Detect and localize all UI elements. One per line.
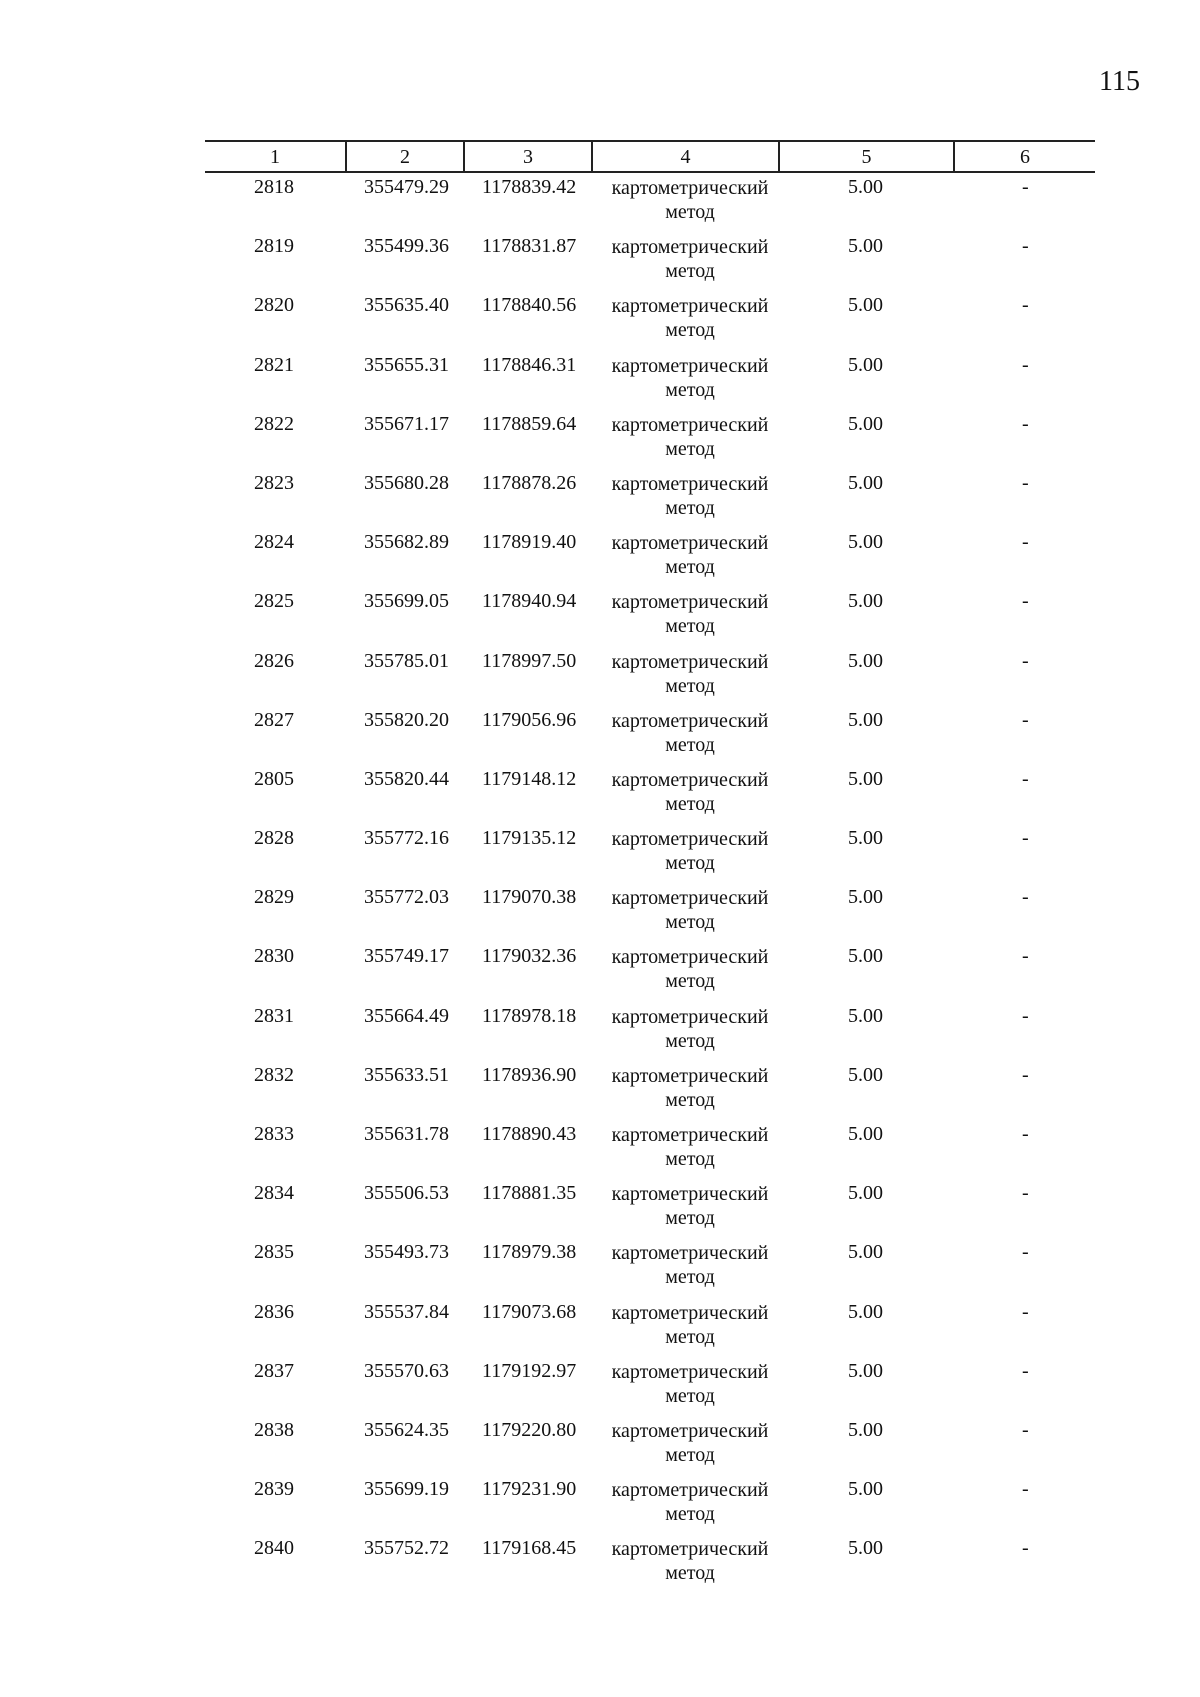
- cell-note: -: [1022, 827, 1029, 850]
- cell-precision: 5.00: [848, 235, 883, 258]
- table-row: [0, 466, 1200, 525]
- cell-coordinate-y: 1179168.45: [482, 1537, 577, 1560]
- cell-precision: 5.00: [848, 531, 883, 554]
- cell-precision: 5.00: [848, 353, 883, 376]
- table-row: [0, 1531, 1200, 1590]
- cell-method: картометрический метод: [611, 472, 769, 519]
- cell-point-number: 2831: [254, 1004, 294, 1027]
- cell-precision: 5.00: [848, 176, 883, 198]
- table-row: [0, 1295, 1200, 1354]
- table-header: [205, 140, 1095, 173]
- table-row: [0, 288, 1200, 347]
- cell-note: -: [1022, 531, 1029, 554]
- cell-coordinate-x: 355655.31: [364, 353, 449, 376]
- cell-method: картометрический метод: [611, 413, 769, 460]
- cell-coordinate-x: 355820.44: [364, 767, 449, 790]
- cell-precision: 5.00: [848, 1063, 883, 1086]
- cell-method: картометрический метод: [611, 1479, 769, 1526]
- cell-method: картометрический метод: [611, 1301, 769, 1348]
- cell-note: -: [1022, 767, 1029, 790]
- cell-point-number: 2840: [254, 1537, 294, 1560]
- cell-point-number: 2821: [254, 353, 294, 376]
- cell-note: -: [1022, 1537, 1029, 1560]
- column-header-5: 5: [780, 142, 955, 171]
- cell-note: -: [1022, 590, 1029, 613]
- cell-point-number: 2834: [254, 1182, 294, 1205]
- cell-precision: 5.00: [848, 1241, 883, 1264]
- cell-method: картометрический метод: [611, 1124, 769, 1170]
- cell-precision: 5.00: [848, 1537, 883, 1560]
- cell-coordinate-x: 355570.63: [364, 1359, 449, 1382]
- column-header-4: 4: [593, 142, 780, 171]
- cell-method: картометрический метод: [611, 1419, 769, 1466]
- cell-coordinate-x: 355671.17: [364, 412, 449, 435]
- table-row: [0, 525, 1200, 584]
- table-row: [0, 1117, 1200, 1176]
- table-row: [0, 939, 1200, 998]
- cell-coordinate-y: 1178846.31: [482, 353, 577, 376]
- cell-precision: 5.00: [848, 471, 883, 494]
- cell-note: -: [1022, 353, 1029, 376]
- cell-coordinate-x: 355785.01: [364, 649, 449, 672]
- cell-method: картометрический метод: [611, 591, 769, 638]
- table-row: [0, 170, 1200, 229]
- cell-coordinate-y: 1179148.12: [482, 767, 577, 790]
- cell-note: -: [1022, 1004, 1029, 1027]
- cell-coordinate-x: 355499.36: [364, 235, 449, 258]
- cell-point-number: 2805: [254, 767, 294, 790]
- cell-coordinate-x: 355624.35: [364, 1418, 449, 1441]
- cell-method: картометрический метод: [611, 1360, 769, 1407]
- cell-precision: 5.00: [848, 827, 883, 850]
- cell-method: картометрический метод: [611, 1005, 769, 1052]
- table-row: [0, 821, 1200, 880]
- table-row: [0, 1058, 1200, 1117]
- cell-method: картометрический метод: [611, 946, 769, 993]
- table-row: [0, 999, 1200, 1058]
- column-header-2: 2: [347, 142, 465, 171]
- cell-coordinate-y: 1179135.12: [482, 827, 577, 850]
- cell-coordinate-x: 355506.53: [364, 1182, 449, 1205]
- cell-method: картометрический метод: [611, 177, 769, 223]
- cell-coordinate-y: 1178919.40: [482, 531, 577, 554]
- cell-note: -: [1022, 945, 1029, 968]
- cell-coordinate-y: 1178936.90: [482, 1063, 577, 1086]
- cell-method: картометрический метод: [611, 1064, 769, 1111]
- table-row: [0, 1413, 1200, 1472]
- cell-note: -: [1022, 471, 1029, 494]
- cell-coordinate-y: 1178881.35: [482, 1182, 577, 1205]
- cell-precision: 5.00: [848, 649, 883, 672]
- cell-precision: 5.00: [848, 1359, 883, 1382]
- cell-coordinate-x: 355772.03: [364, 886, 449, 909]
- cell-coordinate-y: 1178940.94: [482, 590, 577, 613]
- cell-coordinate-y: 1179220.80: [482, 1418, 577, 1441]
- cell-coordinate-y: 1178890.43: [482, 1123, 577, 1145]
- cell-point-number: 2832: [254, 1063, 294, 1086]
- cell-point-number: 2833: [254, 1123, 294, 1145]
- cell-note: -: [1022, 886, 1029, 909]
- cell-point-number: 2826: [254, 649, 294, 672]
- cell-precision: 5.00: [848, 412, 883, 435]
- cell-coordinate-y: 1178878.26: [482, 471, 577, 494]
- cell-note: -: [1022, 1182, 1029, 1205]
- table-row: [0, 229, 1200, 288]
- cell-coordinate-x: 355493.73: [364, 1241, 449, 1264]
- cell-precision: 5.00: [848, 294, 883, 317]
- cell-coordinate-x: 355537.84: [364, 1300, 449, 1323]
- cell-method: картометрический метод: [611, 1183, 769, 1230]
- cell-point-number: 2820: [254, 294, 294, 317]
- cell-coordinate-x: 355772.16: [364, 827, 449, 850]
- cell-coordinate-x: 355752.72: [364, 1537, 449, 1560]
- cell-method: картометрический метод: [611, 532, 769, 579]
- cell-note: -: [1022, 1241, 1029, 1264]
- cell-coordinate-x: 355635.40: [364, 294, 449, 317]
- cell-note: -: [1022, 294, 1029, 317]
- cell-method: картометрический метод: [611, 828, 769, 875]
- cell-coordinate-y: 1178978.18: [482, 1004, 577, 1027]
- cell-method: картометрический метод: [611, 1538, 769, 1585]
- cell-precision: 5.00: [848, 590, 883, 613]
- cell-precision: 5.00: [848, 1004, 883, 1027]
- cell-coordinate-x: 355479.29: [364, 176, 449, 198]
- cell-note: -: [1022, 1418, 1029, 1441]
- cell-coordinate-y: 1178997.50: [482, 649, 577, 672]
- cell-coordinate-y: 1178831.87: [482, 235, 577, 258]
- cell-coordinate-x: 355820.20: [364, 708, 449, 731]
- cell-coordinate-x: 355633.51: [364, 1063, 449, 1086]
- cell-point-number: 2823: [254, 471, 294, 494]
- cell-coordinate-y: 1178859.64: [482, 412, 577, 435]
- cell-point-number: 2822: [254, 412, 294, 435]
- table-row: [0, 1354, 1200, 1413]
- cell-point-number: 2824: [254, 531, 294, 554]
- cell-coordinate-y: 1179192.97: [482, 1359, 577, 1382]
- cell-method: картометрический метод: [611, 709, 769, 756]
- cell-coordinate-x: 355664.49: [364, 1004, 449, 1027]
- column-header-1: 1: [205, 142, 347, 171]
- cell-method: картометрический метод: [611, 650, 769, 697]
- cell-coordinate-x: 355680.28: [364, 471, 449, 494]
- cell-precision: 5.00: [848, 708, 883, 731]
- cell-note: -: [1022, 176, 1029, 198]
- cell-point-number: 2839: [254, 1478, 294, 1501]
- cell-precision: 5.00: [848, 1300, 883, 1323]
- cell-point-number: 2835: [254, 1241, 294, 1264]
- table-row: [0, 584, 1200, 643]
- cell-point-number: 2838: [254, 1418, 294, 1441]
- cell-precision: 5.00: [848, 1478, 883, 1501]
- cell-note: -: [1022, 1359, 1029, 1382]
- table-row: [0, 348, 1200, 407]
- cell-point-number: 2836: [254, 1300, 294, 1323]
- cell-coordinate-x: 355699.19: [364, 1478, 449, 1501]
- cell-coordinate-x: 355749.17: [364, 945, 449, 968]
- table-row: [0, 880, 1200, 939]
- cell-precision: 5.00: [848, 886, 883, 909]
- table-body: [0, 170, 1200, 1591]
- cell-note: -: [1022, 1478, 1029, 1501]
- cell-note: -: [1022, 708, 1029, 731]
- cell-coordinate-y: 1179073.68: [482, 1300, 577, 1323]
- table-row: [0, 762, 1200, 821]
- cell-coordinate-y: 1179032.36: [482, 945, 577, 968]
- column-header-3: 3: [465, 142, 593, 171]
- cell-precision: 5.00: [848, 1123, 883, 1145]
- cell-coordinate-x: 355682.89: [364, 531, 449, 554]
- cell-note: -: [1022, 412, 1029, 435]
- column-header-6: 6: [1020, 146, 1030, 168]
- cell-method: картометрический метод: [611, 354, 769, 401]
- cell-precision: 5.00: [848, 945, 883, 968]
- cell-method: картометрический метод: [611, 768, 769, 815]
- table-row: [0, 703, 1200, 762]
- cell-method: картометрический метод: [611, 1242, 769, 1289]
- table-row: [0, 1235, 1200, 1294]
- table-row: [0, 644, 1200, 703]
- cell-method: картометрический метод: [611, 887, 769, 934]
- cell-point-number: 2837: [254, 1359, 294, 1382]
- cell-coordinate-y: 1178840.56: [482, 294, 577, 317]
- cell-precision: 5.00: [848, 767, 883, 790]
- cell-point-number: 2825: [254, 590, 294, 613]
- cell-method: картометрический метод: [611, 295, 769, 342]
- table-row: [0, 1176, 1200, 1235]
- cell-point-number: 2828: [254, 827, 294, 850]
- cell-point-number: 2818: [254, 176, 294, 198]
- cell-coordinate-y: 1179231.90: [482, 1478, 577, 1501]
- cell-coordinate-y: 1178839.42: [482, 176, 577, 198]
- table-row: [0, 407, 1200, 466]
- cell-note: -: [1022, 649, 1029, 672]
- cell-method: картометрический метод: [611, 236, 769, 283]
- page-number: 115: [1099, 66, 1140, 97]
- cell-note: -: [1022, 1300, 1029, 1323]
- cell-precision: 5.00: [848, 1418, 883, 1441]
- cell-note: -: [1022, 1123, 1029, 1145]
- cell-point-number: 2819: [254, 235, 294, 258]
- cell-precision: 5.00: [848, 1182, 883, 1205]
- cell-point-number: 2827: [254, 708, 294, 731]
- cell-coordinate-y: 1179056.96: [482, 708, 577, 731]
- cell-coordinate-x: 355631.78: [364, 1123, 449, 1145]
- cell-coordinate-y: 1178979.38: [482, 1241, 577, 1264]
- cell-note: -: [1022, 235, 1029, 258]
- cell-point-number: 2829: [254, 886, 294, 909]
- cell-coordinate-y: 1179070.38: [482, 886, 577, 909]
- cell-note: -: [1022, 1063, 1029, 1086]
- table-row: [0, 1472, 1200, 1531]
- cell-coordinate-x: 355699.05: [364, 590, 449, 613]
- cell-point-number: 2830: [254, 945, 294, 968]
